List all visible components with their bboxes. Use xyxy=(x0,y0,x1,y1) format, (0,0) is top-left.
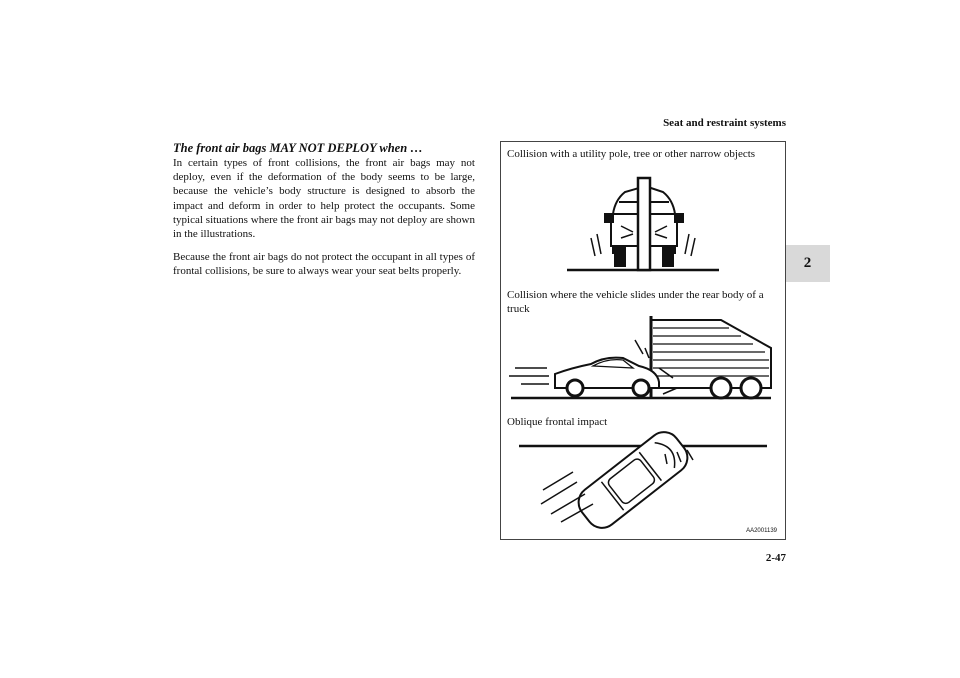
paragraph: In certain types of front collisions, the front air bags may not deploy, even if the deformation of the body seems to be large, because the vehicle’s body structure is designed to absorb the impact and deform in order to help protect the occupants. Some typical situations where the front air bags may not deploy are shown in the illustrations. xyxy=(173,157,475,241)
truck-underride-illustration xyxy=(509,316,771,398)
text-column xyxy=(173,141,475,288)
oblique-impact-illustration xyxy=(519,426,767,535)
caption-oblique-impact: Oblique frontal impact xyxy=(507,416,608,428)
illustrations-svg xyxy=(501,142,787,541)
section-title: Seat and restraint systems xyxy=(663,117,786,129)
figure-code: AA2001139 xyxy=(746,528,777,534)
chapter-number: 2 xyxy=(803,255,812,271)
chapter-tab xyxy=(785,245,830,282)
paragraph: Because the front air bags do not protect the occupant in all types of frontal collisions, be sure to always wear your seat belts properly. xyxy=(173,251,475,278)
section-heading: The front air bags MAY NOT DEPLOY when … xyxy=(173,141,423,155)
page-number: 2-47 xyxy=(765,552,786,564)
illustration-box xyxy=(500,141,786,540)
pole-collision-illustration xyxy=(567,178,719,270)
caption-truck-underride: Collision where the vehicle slides under the rear body of a truck xyxy=(507,289,764,315)
caption-utility-pole: Collision with a utility pole, tree or other narrow objects xyxy=(507,148,756,160)
